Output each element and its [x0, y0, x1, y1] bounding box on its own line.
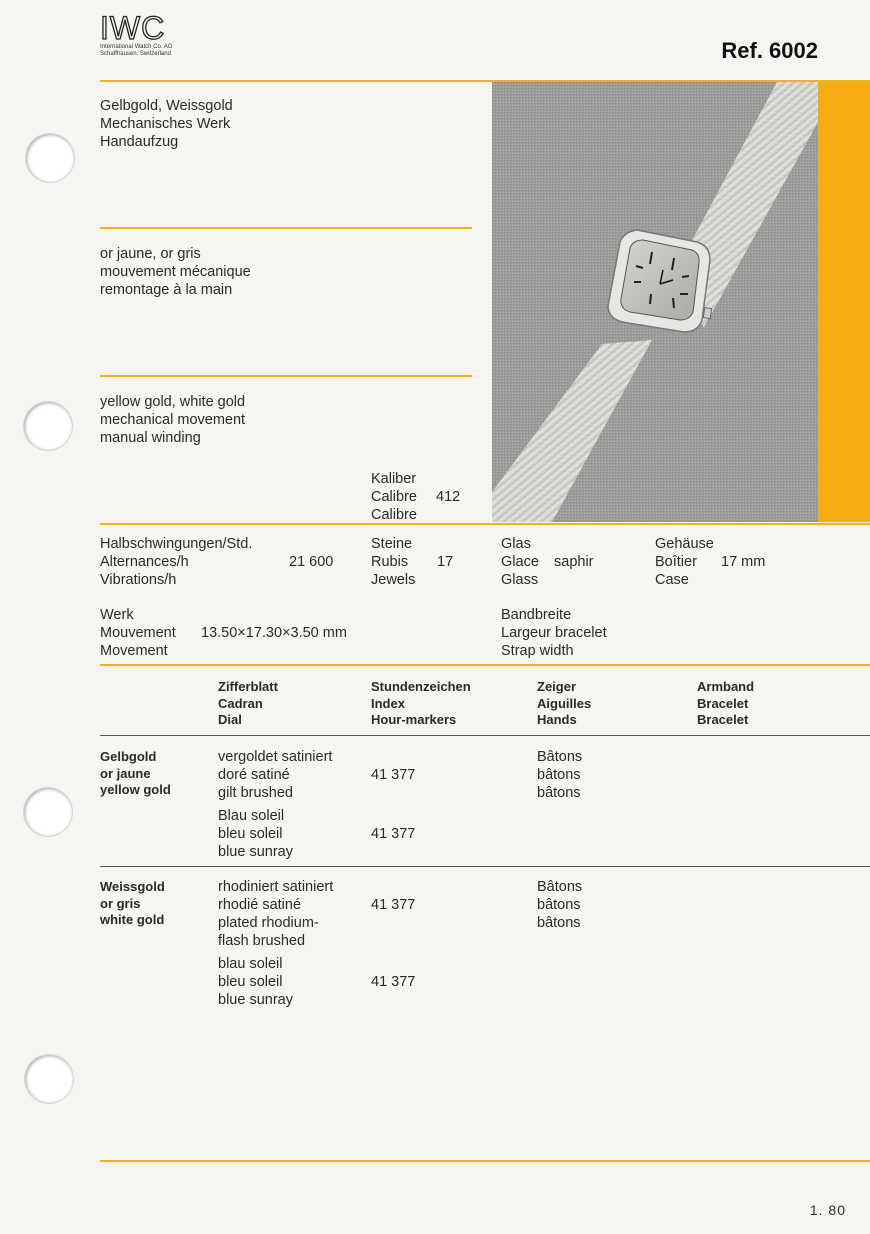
desc-line: yellow gold, white gold [100, 394, 246, 410]
description-german [100, 97, 233, 151]
calibre-label: Calibre [371, 489, 417, 505]
marker-value: 41 377 [371, 974, 416, 990]
glass-labels [501, 535, 539, 589]
spec-label: Jewels [371, 572, 416, 588]
calibre-value: 412 [436, 489, 461, 505]
dial-line: vergoldet satiniert [218, 749, 333, 765]
dial-line: bleu soleil [218, 974, 283, 990]
calibre-label: Calibre [371, 507, 417, 523]
hands-line: bâtons [537, 897, 581, 913]
metal-label: Weissgold [100, 879, 165, 894]
desc-line: Gelbgold, Weissgold [100, 98, 233, 114]
glass-value: saphir [554, 554, 594, 570]
spec-label: Strap width [501, 643, 574, 659]
rule-table-top [100, 664, 870, 666]
dial-line: bleu soleil [218, 826, 283, 842]
header-markers [371, 679, 471, 729]
spec-label: Case [655, 572, 689, 588]
iwc-logo [100, 12, 172, 58]
hands-line: bâtons [537, 915, 581, 931]
spec-label: Glas [501, 536, 531, 552]
metal-label: white gold [100, 912, 165, 927]
metal-label: Gelbgold [100, 749, 157, 764]
marker-value: 41 377 [371, 826, 416, 842]
desc-line: mechanical movement [100, 412, 246, 428]
spec-label: Steine [371, 536, 413, 552]
marker-value: 41 377 [371, 897, 416, 913]
dial-variant [218, 748, 332, 802]
desc-line: remontage à la main [100, 282, 233, 298]
spec-label: Largeur bracelet [501, 625, 607, 641]
desc-line: or jaune, or gris [100, 246, 201, 262]
spec-label: Mouvement [100, 625, 176, 641]
header-label: Cadran [218, 695, 263, 711]
desc-line: mouvement mécanique [100, 264, 251, 280]
binder-hole-2 [24, 402, 72, 450]
table-header-rule [100, 735, 870, 736]
dial-variant [218, 955, 293, 1009]
header-label: Bracelet [697, 695, 749, 711]
metal-white-gold [100, 879, 165, 929]
hands-line: Bâtons [537, 879, 583, 895]
calibre-labels [371, 470, 417, 524]
dial-line: blue sunray [218, 844, 293, 860]
metal-label: or jaune [100, 765, 151, 781]
metal-yellow-gold [100, 749, 171, 799]
dial-line: rhodié satiné [218, 897, 302, 913]
dial-line: blue sunray [218, 992, 293, 1008]
dial-line: gilt brushed [218, 785, 293, 801]
spec-label: Werk [100, 607, 134, 623]
header-label: Hour-markers [371, 712, 457, 727]
logo-letters: IWC [100, 10, 166, 46]
header-label: Hands [537, 712, 577, 727]
spec-label: Halbschwingungen/Std. [100, 536, 253, 552]
binder-hole-3 [24, 788, 72, 836]
rule-german [100, 227, 472, 229]
header-label: Stundenzeichen [371, 679, 471, 694]
case-value: 17 mm [721, 554, 766, 570]
header-label: Index [371, 695, 405, 711]
header-label: Armband [697, 679, 755, 694]
hands-values [537, 748, 582, 802]
dial-line: plated rhodium- [218, 915, 319, 931]
vibrations-value: 21 600 [289, 554, 334, 570]
rule-specs [100, 523, 870, 525]
header-label: Dial [218, 712, 242, 727]
dial-line: flash brushed [218, 933, 306, 949]
hands-line: bâtons [537, 785, 581, 801]
reference-number: Ref. 6002 [721, 38, 818, 63]
binder-hole-1 [26, 134, 74, 182]
description-french [100, 245, 251, 299]
spec-label: Glass [501, 572, 539, 588]
page-number: 1. 80 [809, 1202, 846, 1218]
hands-values [537, 878, 582, 932]
jewels-labels [371, 535, 415, 589]
header-label: Zeiger [537, 679, 577, 694]
spec-label: Movement [100, 643, 168, 659]
spec-label: Rubis [371, 554, 409, 570]
spec-label: Gehäuse [655, 536, 714, 552]
header-dial [218, 679, 278, 729]
strap-labels [501, 606, 607, 660]
header-label: Aiguilles [537, 695, 592, 711]
spec-label: Vibrations/h [100, 572, 177, 588]
spec-label: Glace [501, 554, 539, 570]
description-english [100, 393, 245, 447]
calibre-label: Kaliber [371, 471, 417, 487]
hands-line: Bâtons [537, 749, 583, 765]
dial-line: Blau soleil [218, 808, 285, 824]
case-labels [655, 535, 714, 589]
dial-variant [218, 878, 333, 950]
header-hands [537, 679, 591, 729]
dial-line: doré satiné [218, 767, 290, 783]
company-location: Schaffhausen, Switzerland [100, 51, 171, 57]
binder-hole-4 [25, 1055, 73, 1103]
header-label: Zifferblatt [218, 679, 278, 694]
rule-french [100, 375, 472, 377]
marker-value: 41 377 [371, 767, 416, 783]
accent-band [818, 82, 870, 522]
metal-label: or gris [100, 895, 141, 911]
dial-line: rhodiniert satiniert [218, 879, 334, 895]
rule-footer [100, 1160, 870, 1162]
movement-labels [100, 606, 176, 660]
vibrations-labels [100, 535, 252, 589]
desc-line: Handaufzug [100, 134, 179, 150]
jewels-value: 17 [437, 554, 454, 570]
header-bracelet [697, 679, 754, 729]
desc-line: manual winding [100, 430, 201, 446]
company-name: International Watch Co. AG [100, 44, 173, 50]
movement-value: 13.50×17.30×3.50 mm [201, 625, 347, 641]
group-divider [100, 866, 870, 867]
hands-line: bâtons [537, 767, 581, 783]
spec-label: Alternances/h [100, 554, 189, 570]
desc-line: Mechanisches Werk [100, 116, 231, 132]
spec-label: Boîtier [655, 554, 697, 570]
watch-photo [492, 82, 818, 522]
header-label: Bracelet [697, 712, 749, 727]
spec-label: Bandbreite [501, 607, 572, 623]
dial-variant [218, 807, 293, 861]
metal-label: yellow gold [100, 782, 171, 797]
dial-line: blau soleil [218, 956, 283, 972]
